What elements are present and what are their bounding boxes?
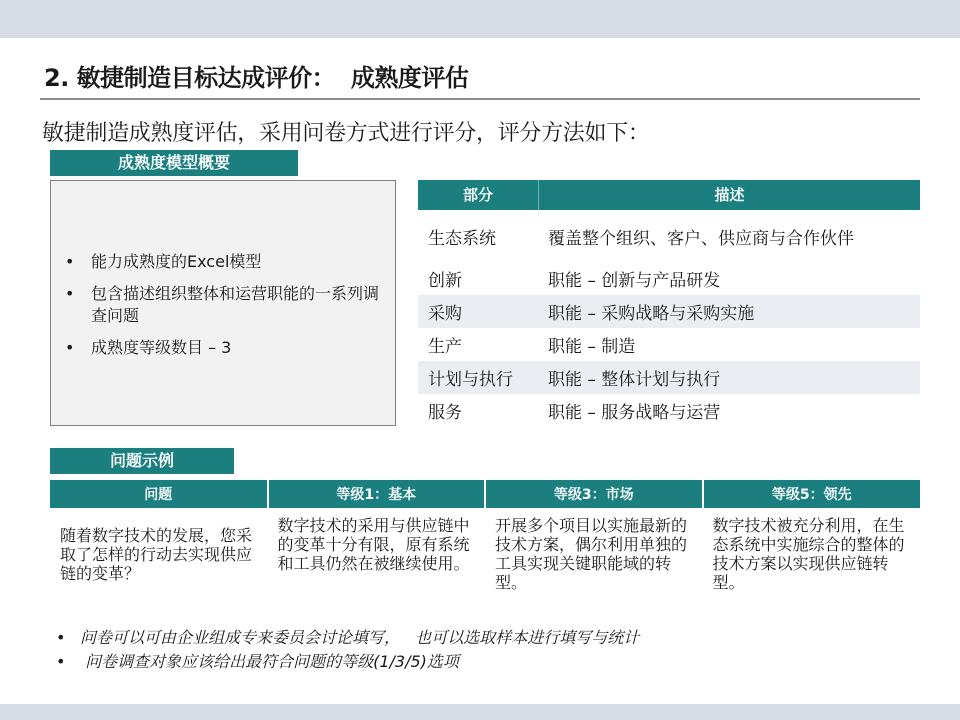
header-level-5: 等级5：领先	[703, 480, 921, 508]
title-divider	[40, 98, 920, 100]
parts-row	[418, 328, 920, 361]
level-1-cell: 数字技术的采用与供应链中的变革十分有限，原有系统和工具仍然在被继续使用。	[277, 516, 470, 573]
question-table-header	[50, 480, 920, 508]
header-desc: 描述	[714, 186, 745, 204]
parts-row	[418, 361, 920, 394]
top-band	[0, 0, 960, 38]
header-level-3: 等级3：市场	[485, 480, 703, 508]
header-question: 问题	[50, 480, 268, 508]
question-row	[50, 508, 920, 620]
parts-row	[418, 295, 920, 328]
header-level-1: 等级1：基本	[268, 480, 486, 508]
parts-table	[418, 180, 920, 427]
note-item: • 问卷可以可由企业组成专来委员会讨论填写， 也可以选取样本进行填写与统计	[50, 626, 639, 650]
level-5-cell: 数字技术被充分利用，在生态系统中实施综合的整体的技术方案以实现供应链转型。	[712, 516, 905, 592]
question-cell: 随着数字技术的发展，您采取了怎样的行动去实现供应链的变革？	[60, 526, 253, 583]
part-desc: 职能 – 整体计划与执行	[548, 370, 721, 390]
part-desc: 职能 – 服务战略与运营	[548, 403, 721, 423]
overview-box	[50, 180, 396, 426]
overview-tab: 成熟度模型概要	[50, 150, 298, 176]
intro-text: 敏捷制造成熟度评估，采用问卷方式进行评分，评分方法如下：	[42, 121, 650, 146]
overview-item: • 能力成熟度的Excel模型	[63, 251, 385, 273]
part-name: 服务	[428, 403, 462, 423]
bottom-band	[0, 704, 960, 720]
part-desc: 职能 – 创新与产品研发	[548, 271, 721, 291]
notes-list	[50, 626, 639, 674]
part-desc: 职能 – 采购战略与采购实施	[548, 304, 755, 324]
overview-list	[63, 251, 385, 369]
parts-row	[418, 262, 920, 295]
overview-item: • 包含描述组织整体和运营职能的一系列调查问题	[63, 283, 385, 327]
part-name: 创新	[428, 271, 462, 291]
question-example-tab: 问题示例	[50, 448, 234, 474]
slide-title: 2. 敏捷制造目标达成评价： 成熟度评估	[44, 64, 469, 92]
level-3-cell: 开展多个项目以实施最新的技术方案，偶尔利用单独的工具实现关键职能域的转型。	[495, 516, 688, 592]
header-part: 部分	[418, 180, 539, 210]
parts-row	[418, 210, 920, 262]
part-desc: 职能 – 制造	[548, 337, 636, 357]
parts-row	[418, 394, 920, 427]
part-name: 生态系统	[428, 228, 496, 249]
part-name: 生产	[428, 337, 462, 357]
parts-table-header	[418, 180, 920, 210]
part-name: 计划与执行	[428, 370, 513, 390]
note-item: • 问卷调查对象应该给出最符合问题的等级(1/3/5)选项	[50, 650, 639, 674]
overview-item: • 成熟度等级数目 – 3	[63, 337, 385, 359]
part-desc: 覆盖整个组织、客户、供应商与合作伙伴	[548, 228, 854, 249]
part-name: 采购	[428, 304, 462, 324]
question-table	[50, 480, 920, 620]
